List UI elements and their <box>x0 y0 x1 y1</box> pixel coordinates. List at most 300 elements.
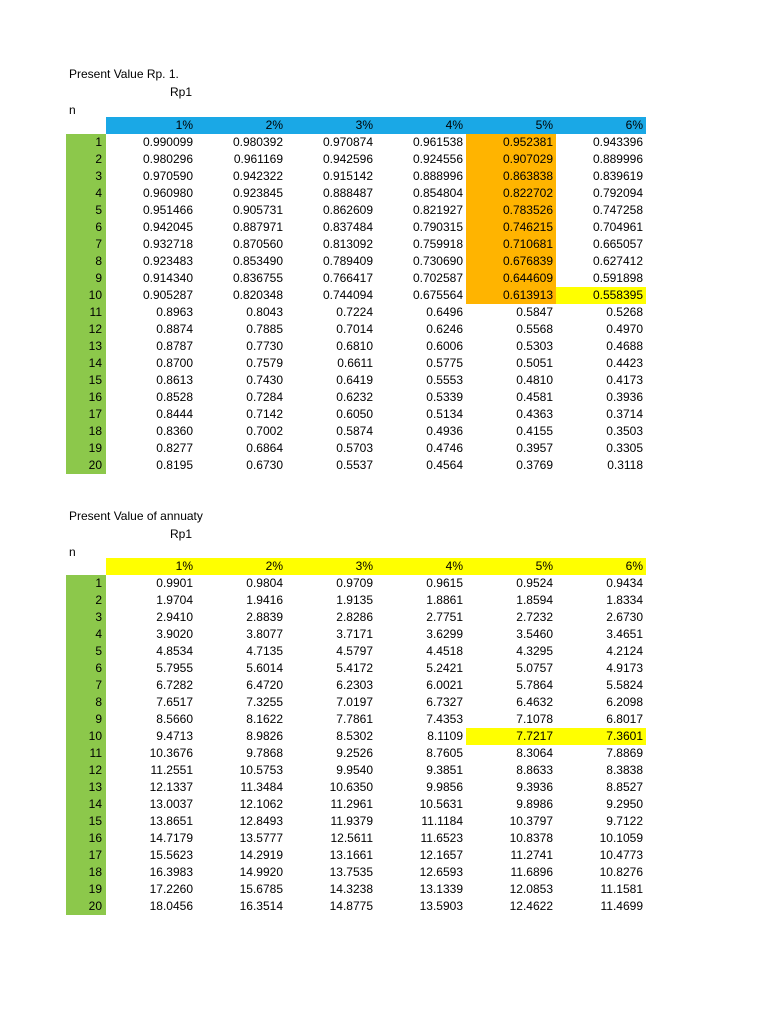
table-row <box>66 796 646 813</box>
value-cell: 0.5847 <box>516 305 553 319</box>
value-cell: 0.888487 <box>322 186 373 200</box>
table-row <box>66 270 646 287</box>
value-cell: 0.8195 <box>156 458 193 472</box>
value-cell: 0.853490 <box>232 254 283 268</box>
value-cell: 15.6785 <box>239 882 283 896</box>
value-cell: 2.8286 <box>336 610 373 624</box>
table-row <box>66 236 646 253</box>
period-cell: 4 <box>66 626 106 643</box>
value-cell: 0.747258 <box>592 203 643 217</box>
value-cell: 0.870560 <box>232 237 283 251</box>
value-cell: 0.5537 <box>336 458 373 472</box>
value-cell: 3.9020 <box>156 627 193 641</box>
value-cell: 8.8527 <box>606 780 643 794</box>
value-cell: 0.970874 <box>322 135 373 149</box>
value-cell: 14.8775 <box>329 899 373 913</box>
table-row <box>66 287 646 304</box>
period-cell: 15 <box>66 372 106 389</box>
table-row <box>66 694 646 711</box>
value-cell: 0.888996 <box>412 169 463 183</box>
value-cell: 0.759918 <box>412 237 463 251</box>
period-cell: 18 <box>66 864 106 881</box>
value-cell: 0.710681 <box>466 236 556 253</box>
value-cell: 10.8378 <box>509 831 553 845</box>
header-rate: 2% <box>196 117 286 134</box>
value-cell: 13.5903 <box>419 899 463 913</box>
value-cell: 13.8651 <box>149 814 193 828</box>
value-cell: 2.6730 <box>606 610 643 624</box>
value-cell: 5.2421 <box>426 661 463 675</box>
value-cell: 0.7579 <box>246 356 283 370</box>
table-row <box>66 864 646 881</box>
value-cell: 0.6730 <box>246 458 283 472</box>
header-corner <box>66 558 106 575</box>
value-cell: 0.6419 <box>336 373 373 387</box>
header-rate: 6% <box>556 558 646 575</box>
value-cell: 0.5339 <box>426 390 463 404</box>
value-cell: 4.7135 <box>246 644 283 658</box>
pva-title: Present Value of annuaty <box>69 509 203 523</box>
period-cell: 5 <box>66 202 106 219</box>
period-cell: 13 <box>66 779 106 796</box>
value-cell: 0.4564 <box>426 458 463 472</box>
value-cell: 14.3238 <box>329 882 373 896</box>
value-cell: 0.790315 <box>412 220 463 234</box>
value-cell: 11.6523 <box>420 831 463 845</box>
value-cell: 0.6810 <box>336 339 373 353</box>
table-row <box>66 372 646 389</box>
table-row <box>66 406 646 423</box>
value-cell: 0.813092 <box>322 237 373 251</box>
period-cell: 5 <box>66 643 106 660</box>
pv-title: Present Value Rp. 1. <box>69 67 179 81</box>
value-cell: 0.675564 <box>412 288 463 302</box>
value-cell: 0.990099 <box>142 135 193 149</box>
value-cell: 0.3769 <box>516 458 553 472</box>
value-cell: 12.1062 <box>239 797 283 811</box>
value-cell: 9.2526 <box>336 746 373 760</box>
period-cell: 11 <box>66 304 106 321</box>
value-cell: 0.746215 <box>466 219 556 236</box>
value-cell: 8.1622 <box>246 712 283 726</box>
value-cell: 12.1337 <box>149 780 193 794</box>
value-cell: 7.3255 <box>246 695 283 709</box>
value-cell: 0.6050 <box>336 407 373 421</box>
value-cell: 1.9416 <box>246 593 283 607</box>
table-row <box>66 185 646 202</box>
period-cell: 6 <box>66 219 106 236</box>
period-cell: 7 <box>66 236 106 253</box>
table-row <box>66 168 646 185</box>
value-cell: 0.915142 <box>322 169 373 183</box>
value-cell: 10.5631 <box>419 797 463 811</box>
table-row <box>66 847 646 864</box>
period-cell: 6 <box>66 660 106 677</box>
value-cell: 0.942045 <box>142 220 193 234</box>
value-cell: 7.8869 <box>606 746 643 760</box>
value-cell: 15.5623 <box>149 848 193 862</box>
value-cell: 0.7730 <box>246 339 283 353</box>
value-cell: 0.3957 <box>516 441 553 455</box>
table-row <box>66 321 646 338</box>
period-cell: 20 <box>66 898 106 915</box>
value-cell: 0.889996 <box>592 152 643 166</box>
header-row <box>66 558 646 575</box>
period-cell: 16 <box>66 389 106 406</box>
value-cell: 0.961538 <box>412 135 463 149</box>
value-cell: 1.9704 <box>156 593 193 607</box>
period-cell: 10 <box>66 728 106 745</box>
value-cell: 5.7864 <box>516 678 553 692</box>
value-cell: 0.8444 <box>156 407 193 421</box>
value-cell: 0.4423 <box>606 356 643 370</box>
pva-n-label: n <box>69 545 76 559</box>
value-cell: 8.8633 <box>516 763 553 777</box>
value-cell: 8.3064 <box>516 746 553 760</box>
value-cell: 1.8334 <box>606 593 643 607</box>
value-cell: 4.8534 <box>156 644 193 658</box>
value-cell: 0.8528 <box>156 390 193 404</box>
value-cell: 0.932718 <box>142 237 193 251</box>
table-row <box>66 151 646 168</box>
value-cell: 0.6496 <box>426 305 463 319</box>
value-cell: 17.2260 <box>149 882 193 896</box>
table-row <box>66 423 646 440</box>
value-cell: 0.7142 <box>246 407 283 421</box>
value-cell: 8.1109 <box>427 729 463 743</box>
value-cell: 0.980296 <box>142 152 193 166</box>
value-cell: 12.0853 <box>509 882 553 896</box>
value-cell: 0.7224 <box>336 305 373 319</box>
value-cell: 0.960980 <box>142 186 193 200</box>
value-cell: 0.627412 <box>592 254 643 268</box>
period-cell: 14 <box>66 355 106 372</box>
value-cell: 13.5777 <box>239 831 283 845</box>
value-cell: 8.7605 <box>426 746 463 760</box>
period-cell: 17 <box>66 847 106 864</box>
value-cell: 6.2303 <box>336 678 373 692</box>
value-cell: 11.3484 <box>240 780 283 794</box>
value-cell: 0.5303 <box>516 339 553 353</box>
pv-n-label: n <box>69 103 76 117</box>
value-cell: 0.6006 <box>426 339 463 353</box>
value-cell: 0.3305 <box>606 441 643 455</box>
value-cell: 0.943396 <box>592 135 643 149</box>
pv-subtitle: Rp1 <box>170 85 193 99</box>
value-cell: 1.9135 <box>336 593 373 607</box>
value-cell: 0.9615 <box>426 576 463 590</box>
value-cell: 0.665057 <box>592 237 643 251</box>
value-cell: 0.9901 <box>156 576 193 590</box>
table-row <box>66 253 646 270</box>
value-cell: 6.0021 <box>426 678 463 692</box>
table-row <box>66 592 646 609</box>
value-cell: 0.8613 <box>156 373 193 387</box>
table-row <box>66 202 646 219</box>
value-cell: 6.7282 <box>156 678 193 692</box>
value-cell: 9.3851 <box>426 763 463 777</box>
value-cell: 0.9709 <box>336 576 373 590</box>
header-rate: 1% <box>106 558 196 575</box>
value-cell: 11.2551 <box>150 763 193 777</box>
value-cell: 5.5824 <box>606 678 643 692</box>
value-cell: 13.1661 <box>329 848 373 862</box>
pva-table <box>66 558 646 915</box>
period-cell: 8 <box>66 694 106 711</box>
value-cell: 0.7284 <box>246 390 283 404</box>
value-cell: 12.4622 <box>509 899 553 913</box>
value-cell: 0.942596 <box>322 152 373 166</box>
value-cell: 0.676839 <box>466 253 556 270</box>
table-row <box>66 457 646 474</box>
value-cell: 10.5753 <box>239 763 283 777</box>
value-cell: 0.961169 <box>233 152 283 166</box>
value-cell: 0.7430 <box>246 373 283 387</box>
value-cell: 0.9524 <box>516 576 553 590</box>
value-cell: 0.923483 <box>142 254 193 268</box>
pva-subtitle: Rp1 <box>170 527 193 541</box>
value-cell: 0.952381 <box>466 134 556 151</box>
period-cell: 17 <box>66 406 106 423</box>
value-cell: 10.8276 <box>599 865 643 879</box>
period-cell: 7 <box>66 677 106 694</box>
value-cell: 9.4713 <box>156 729 193 743</box>
value-cell: 0.4363 <box>516 407 553 421</box>
value-cell: 3.7171 <box>336 627 373 641</box>
value-cell: 0.887971 <box>232 220 283 234</box>
period-cell: 9 <box>66 270 106 287</box>
value-cell: 16.3983 <box>149 865 193 879</box>
value-cell: 13.0037 <box>149 797 193 811</box>
header-rate: 5% <box>466 558 556 575</box>
value-cell: 0.8043 <box>246 305 283 319</box>
header-rate: 6% <box>556 117 646 134</box>
value-cell: 0.3118 <box>607 458 643 472</box>
value-cell: 8.3838 <box>606 763 643 777</box>
value-cell: 0.8700 <box>156 356 193 370</box>
value-cell: 11.9379 <box>330 814 373 828</box>
value-cell: 0.5051 <box>516 356 553 370</box>
value-cell: 14.2919 <box>239 848 283 862</box>
value-cell: 5.4172 <box>336 661 373 675</box>
value-cell: 0.730690 <box>412 254 463 268</box>
table-row <box>66 762 646 779</box>
value-cell: 0.789409 <box>322 254 373 268</box>
value-cell: 8.9826 <box>246 729 283 743</box>
table-row <box>66 898 646 915</box>
value-cell: 7.4353 <box>426 712 463 726</box>
value-cell: 0.591898 <box>592 271 643 285</box>
value-cell: 10.6350 <box>329 780 373 794</box>
period-cell: 4 <box>66 185 106 202</box>
value-cell: 4.4518 <box>426 644 463 658</box>
value-cell: 5.0757 <box>516 661 553 675</box>
value-cell: 0.7885 <box>246 322 283 336</box>
value-cell: 0.4746 <box>426 441 463 455</box>
header-rate: 1% <box>106 117 196 134</box>
period-cell: 13 <box>66 338 106 355</box>
value-cell: 0.6864 <box>246 441 283 455</box>
value-cell: 2.8839 <box>246 610 283 624</box>
value-cell: 0.923845 <box>232 186 283 200</box>
value-cell: 0.5874 <box>336 424 373 438</box>
value-cell: 0.8787 <box>156 339 193 353</box>
value-cell: 0.8874 <box>156 322 193 336</box>
value-cell: 7.6517 <box>156 695 193 709</box>
value-cell: 4.9173 <box>606 661 643 675</box>
period-cell: 2 <box>66 151 106 168</box>
value-cell: 13.1339 <box>419 882 463 896</box>
value-cell: 0.4688 <box>606 339 643 353</box>
value-cell: 2.7751 <box>426 610 463 624</box>
value-cell: 0.8277 <box>156 441 193 455</box>
value-cell: 9.7868 <box>246 746 283 760</box>
value-cell: 0.980392 <box>232 135 283 149</box>
table-row <box>66 575 646 592</box>
table-row <box>66 219 646 236</box>
period-cell: 18 <box>66 423 106 440</box>
value-cell: 9.2950 <box>606 797 643 811</box>
value-cell: 0.5553 <box>426 373 463 387</box>
value-cell: 0.5568 <box>516 322 553 336</box>
period-cell: 3 <box>66 168 106 185</box>
value-cell: 0.4173 <box>606 373 643 387</box>
table-row <box>66 643 646 660</box>
table-row <box>66 745 646 762</box>
value-cell: 0.837484 <box>322 220 373 234</box>
value-cell: 10.1059 <box>599 831 643 845</box>
value-cell: 3.8077 <box>246 627 283 641</box>
value-cell: 0.6611 <box>337 356 373 370</box>
period-cell: 11 <box>66 745 106 762</box>
table-row <box>66 830 646 847</box>
table-row <box>66 711 646 728</box>
value-cell: 0.7002 <box>246 424 283 438</box>
value-cell: 0.7014 <box>336 322 373 336</box>
value-cell: 8.5660 <box>156 712 193 726</box>
value-cell: 0.9804 <box>246 576 283 590</box>
value-cell: 9.9540 <box>336 763 373 777</box>
value-cell: 0.914340 <box>142 271 193 285</box>
period-cell: 3 <box>66 609 106 626</box>
value-cell: 9.8986 <box>516 797 553 811</box>
period-cell: 12 <box>66 321 106 338</box>
value-cell: 0.822702 <box>466 185 556 202</box>
table-row <box>66 389 646 406</box>
table-row <box>66 609 646 626</box>
value-cell: 0.3503 <box>606 424 643 438</box>
value-cell: 0.951466 <box>142 203 193 217</box>
value-cell: 11.6896 <box>510 865 553 879</box>
value-cell: 7.7217 <box>466 728 556 745</box>
value-cell: 11.1184 <box>421 814 463 828</box>
value-cell: 0.5134 <box>426 407 463 421</box>
value-cell: 0.8963 <box>156 305 193 319</box>
value-cell: 11.2961 <box>330 797 373 811</box>
table-row <box>66 728 646 745</box>
value-cell: 0.4810 <box>516 373 553 387</box>
value-cell: 0.942322 <box>232 169 283 183</box>
value-cell: 14.9920 <box>239 865 283 879</box>
value-cell: 16.3514 <box>239 899 283 913</box>
value-cell: 0.862609 <box>322 203 373 217</box>
period-cell: 12 <box>66 762 106 779</box>
value-cell: 0.4936 <box>426 424 463 438</box>
value-cell: 0.783526 <box>466 202 556 219</box>
value-cell: 6.8017 <box>606 712 643 726</box>
value-cell: 1.8861 <box>426 593 463 607</box>
period-cell: 2 <box>66 592 106 609</box>
value-cell: 10.3676 <box>149 746 193 760</box>
value-cell: 12.5611 <box>330 831 373 845</box>
table-row <box>66 660 646 677</box>
period-cell: 10 <box>66 287 106 304</box>
value-cell: 0.4970 <box>606 322 643 336</box>
value-cell: 0.766417 <box>322 271 373 285</box>
value-cell: 5.7955 <box>156 661 193 675</box>
value-cell: 6.4632 <box>516 695 553 709</box>
period-cell: 16 <box>66 830 106 847</box>
value-cell: 4.5797 <box>336 644 373 658</box>
value-cell: 6.2098 <box>606 695 643 709</box>
value-cell: 0.970590 <box>142 169 193 183</box>
period-cell: 20 <box>66 457 106 474</box>
value-cell: 0.644609 <box>466 270 556 287</box>
value-cell: 14.7179 <box>149 831 193 845</box>
header-rate: 3% <box>286 117 376 134</box>
period-cell: 15 <box>66 813 106 830</box>
value-cell: 0.744094 <box>322 288 373 302</box>
value-cell: 0.4155 <box>516 424 553 438</box>
table-row <box>66 134 646 151</box>
value-cell: 0.905287 <box>142 288 193 302</box>
period-cell: 8 <box>66 253 106 270</box>
value-cell: 0.4581 <box>516 390 553 404</box>
value-cell: 8.5302 <box>336 729 373 743</box>
value-cell: 0.905731 <box>232 203 283 217</box>
value-cell: 3.5460 <box>516 627 553 641</box>
value-cell: 5.6014 <box>246 661 283 675</box>
value-cell: 7.1078 <box>516 712 553 726</box>
value-cell: 6.7327 <box>426 695 463 709</box>
value-cell: 0.821927 <box>412 203 463 217</box>
value-cell: 0.702587 <box>412 271 463 285</box>
value-cell: 4.2124 <box>606 644 643 658</box>
value-cell: 0.6246 <box>426 322 463 336</box>
value-cell: 12.8493 <box>239 814 283 828</box>
table-row <box>66 355 646 372</box>
value-cell: 4.3295 <box>516 644 553 658</box>
value-cell: 18.0456 <box>149 899 193 913</box>
value-cell: 0.704961 <box>592 220 643 234</box>
value-cell: 7.0197 <box>336 695 373 709</box>
value-cell: 0.863838 <box>466 168 556 185</box>
value-cell: 11.1581 <box>600 882 643 896</box>
value-cell: 0.3936 <box>606 390 643 404</box>
value-cell: 0.839619 <box>592 169 643 183</box>
table-row <box>66 626 646 643</box>
header-rate: 3% <box>286 558 376 575</box>
table-row <box>66 779 646 796</box>
value-cell: 0.5703 <box>336 441 373 455</box>
table-row <box>66 338 646 355</box>
value-cell: 0.6232 <box>336 390 373 404</box>
value-cell: 7.7861 <box>336 712 373 726</box>
value-cell: 0.5268 <box>606 305 643 319</box>
value-cell: 0.907029 <box>466 151 556 168</box>
header-rate: 5% <box>466 117 556 134</box>
table-row <box>66 813 646 830</box>
